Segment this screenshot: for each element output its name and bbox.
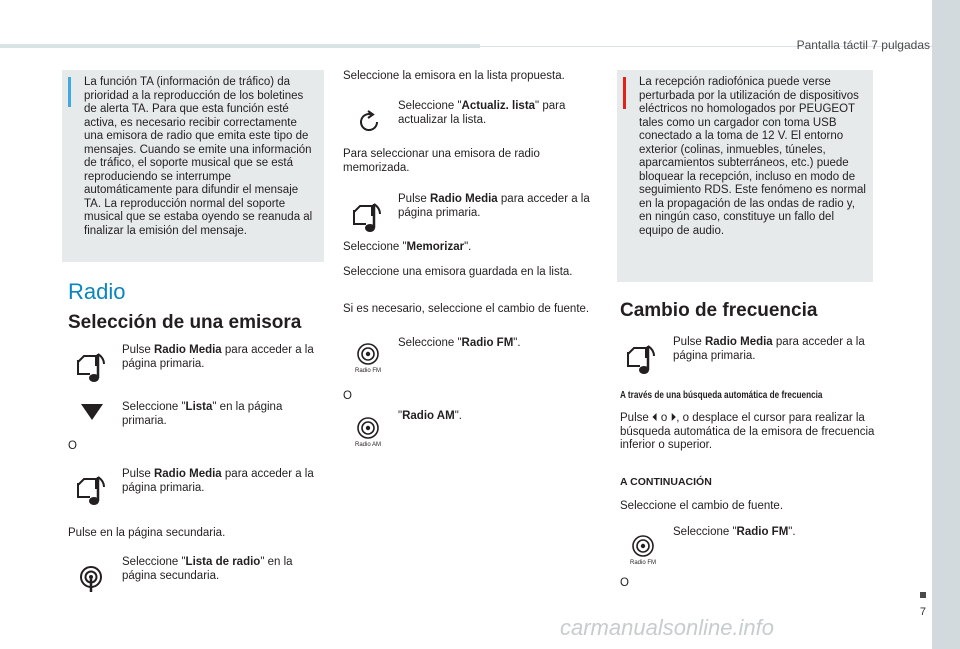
- step-radio-media-1: Pulse Radio Media para acceder a la página primaria.: [122, 344, 314, 370]
- warning-note: [617, 70, 873, 282]
- radio-media-icon: [76, 350, 108, 384]
- step-lista: Seleccione "Lista" en la página primaria.: [122, 401, 283, 427]
- text-auto-search: Pulse ⏴ o ⏵, o desplace el cursor para realizar la búsqueda automática de la emisora de frecuencia inferior o superior.: [620, 412, 875, 451]
- info-note-text: La función TA (información de tráfico) da prioridad a la reproducción de los boletines de alerta TA. Para que esta función esté activa, es necesario recibir correctamente una emisora de radio que emita este tipo de mensajes. Cuando se emite una información de tráfico, el soporte musical que se está reproduciendo se interrumpe automáticamente para difundir el mensaje TA. La reproducción normal del soporte musical que se estaba oyendo se reanuda al finalizar la emisión del mensaje.: [84, 76, 313, 237]
- or-text: O: [620, 577, 629, 589]
- section-title-radio: Radio: [68, 279, 126, 304]
- step-radio-am: "Radio AM".: [398, 410, 462, 422]
- radio-media-icon: [626, 342, 658, 376]
- step-radio-fm: Seleccione "Radio FM".: [398, 337, 521, 349]
- radio-fm-icon: [356, 342, 380, 366]
- radio-fm-icon: [631, 534, 655, 558]
- text-memorizar: Seleccione "Memorizar".: [343, 241, 472, 253]
- radio-fm-caption: Radio FM: [354, 368, 381, 374]
- subsection-title: Selección de una emisora: [68, 312, 302, 333]
- auto-search-title: A través de una búsqueda automática de frecuencia: [620, 390, 823, 401]
- or-text: O: [343, 390, 352, 402]
- page-number: 7: [919, 606, 926, 618]
- page-sidebar: [932, 0, 960, 649]
- text-change-source: Seleccione el cambio de fuente.: [620, 500, 784, 512]
- text-change-source: Si es necesario, seleccione el cambio de fuente.: [343, 303, 590, 315]
- info-note: [62, 70, 324, 262]
- radio-am-icon: [356, 416, 380, 440]
- page-marker: [920, 592, 926, 598]
- page-header-title: Pantalla táctil 7 pulgadas: [796, 38, 930, 52]
- text-memorized: Para seleccionar una emisora de radio memorizada.: [343, 148, 540, 174]
- radio-fm-caption: Radio FM: [629, 560, 656, 566]
- radio-media-icon: [352, 200, 384, 234]
- text-select-station: Seleccione la emisora en la lista propuesta.: [343, 70, 565, 82]
- radio-list-icon: [78, 565, 104, 593]
- step-radio-media-3: Pulse Radio Media para acceder a la página primaria.: [398, 193, 590, 219]
- step-radio-fm: Seleccione "Radio FM".: [673, 526, 796, 538]
- step-lista-radio: Seleccione "Lista de radio" en la página secundaria.: [122, 556, 293, 582]
- radio-am-caption: Radio AM: [354, 442, 381, 448]
- text-saved-station: Seleccione una emisora guardada en la lista.: [343, 266, 573, 278]
- step-secondary-page: Pulse en la página secundaria.: [68, 527, 226, 539]
- radio-media-icon: [76, 473, 108, 507]
- step-actualiz-lista: Seleccione "Actualiz. lista" para actualizar la lista.: [398, 100, 566, 126]
- header-rule: [0, 44, 480, 48]
- triangle-down-icon: [81, 404, 103, 420]
- warning-icon: [623, 77, 626, 109]
- step-radio-media-4: Pulse Radio Media para acceder a la página primaria.: [673, 336, 865, 362]
- then-title: A CONTINUACIÓN: [620, 476, 712, 488]
- refresh-icon: [357, 110, 381, 134]
- warning-note-text: La recepción radiofónica puede verse perturbada por la utilización de dispositivos eléctricos no homologados por PEUGEOT tales como un cargador con toma USB conectado a la toma de 12 V. El entorno exterior (colinas, inmuebles, túneles, aparcamientos subterráneos, etc.) puede bloquear la recepción, incluso en modo de seguimiento RDS. Este fenómeno es normal en la propagación de las ondas de radio y, en ningún caso, constituye un fallo del equipo de audio.: [639, 76, 866, 237]
- info-icon: [68, 77, 71, 107]
- section-title-frequency: Cambio de frecuencia: [620, 300, 818, 321]
- or-text: O: [68, 440, 77, 452]
- watermark: carmanualsonline.info: [560, 615, 775, 640]
- step-radio-media-2: Pulse Radio Media para acceder a la página primaria.: [122, 468, 314, 494]
